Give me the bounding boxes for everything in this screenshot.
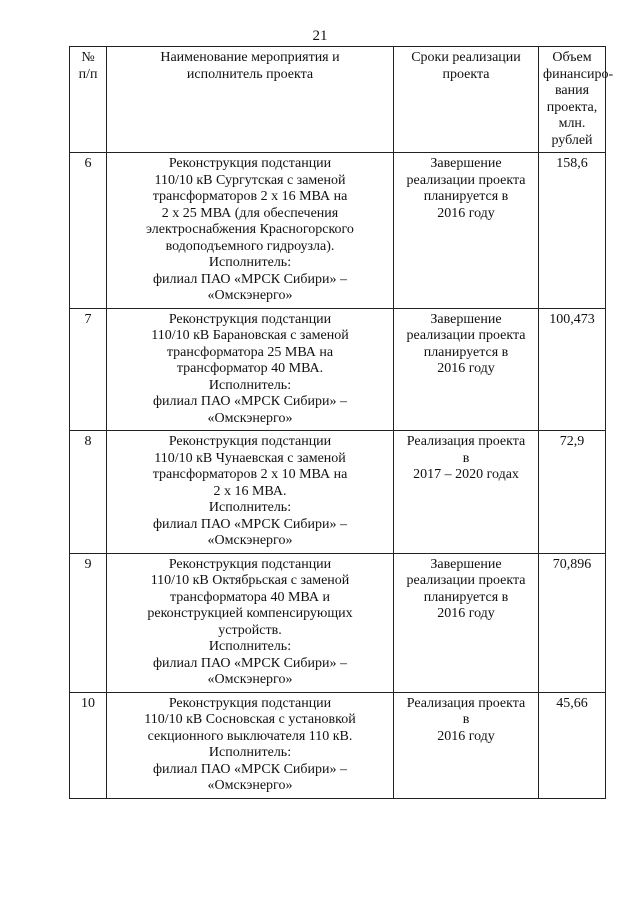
table-row bbox=[70, 308, 606, 431]
row-amount: 70,896 bbox=[539, 553, 606, 692]
row-period: Завершение реализации проекта планируется в 2016 году bbox=[394, 153, 539, 309]
row-num: 6 bbox=[70, 153, 107, 309]
table-row bbox=[70, 431, 606, 554]
header-amount: Объем финансиро- вания проекта, млн. рублей bbox=[539, 47, 606, 153]
row-amount: 100,473 bbox=[539, 308, 606, 431]
row-amount: 72,9 bbox=[539, 431, 606, 554]
row-name: Реконструкция подстанции 110/10 кВ Сосновская с установкой секционного выключателя 110 кВ. Исполнитель: филиал ПАО «МРСК Сибири» – «Омскэнерго» bbox=[107, 692, 394, 798]
row-num: 9 bbox=[70, 553, 107, 692]
header-name: Наименование мероприятия и исполнитель проекта bbox=[107, 47, 394, 153]
row-num: 8 bbox=[70, 431, 107, 554]
row-name: Реконструкция подстанции 110/10 кВ Сургутская с заменой трансформаторов 2 х 16 МВА на 2 х 25 МВА (для обеспечения электроснабжения Красногорского водоподъемного гидроузла). Исполнитель: филиал ПАО «МРСК Сибири» – «Омскэнерго» bbox=[107, 153, 394, 309]
header-num: № п/п bbox=[70, 47, 107, 153]
row-period: Завершение реализации проекта планируется в 2016 году bbox=[394, 308, 539, 431]
header-period: Сроки реализации проекта bbox=[394, 47, 539, 153]
row-name: Реконструкция подстанции 110/10 кВ Октябрьская с заменой трансформатора 40 МВА и реконструкцией компенсирующих устройств. Исполнитель: филиал ПАО «МРСК Сибири» – «Омскэнерго» bbox=[107, 553, 394, 692]
row-num: 7 bbox=[70, 308, 107, 431]
row-period: Реализация проекта в 2016 году bbox=[394, 692, 539, 798]
row-period: Реализация проекта в 2017 – 2020 годах bbox=[394, 431, 539, 554]
row-name: Реконструкция подстанции 110/10 кВ Барановская с заменой трансформатора 25 МВА на трансформатор 40 МВА. Исполнитель: филиал ПАО «МРСК Сибири» – «Омскэнерго» bbox=[107, 308, 394, 431]
table-row bbox=[70, 692, 606, 798]
table-row bbox=[70, 153, 606, 309]
table-row bbox=[70, 553, 606, 692]
row-num: 10 bbox=[70, 692, 107, 798]
row-name: Реконструкция подстанции 110/10 кВ Чунаевская с заменой трансформаторов 2 х 10 МВА на 2 х 16 МВА. Исполнитель: филиал ПАО «МРСК Сибири» – «Омскэнерго» bbox=[107, 431, 394, 554]
row-amount: 158,6 bbox=[539, 153, 606, 309]
table-header-row bbox=[70, 47, 606, 153]
page-number: 21 bbox=[312, 28, 328, 44]
row-period: Завершение реализации проекта планируется в 2016 году bbox=[394, 553, 539, 692]
row-amount: 45,66 bbox=[539, 692, 606, 798]
projects-table bbox=[69, 46, 614, 799]
